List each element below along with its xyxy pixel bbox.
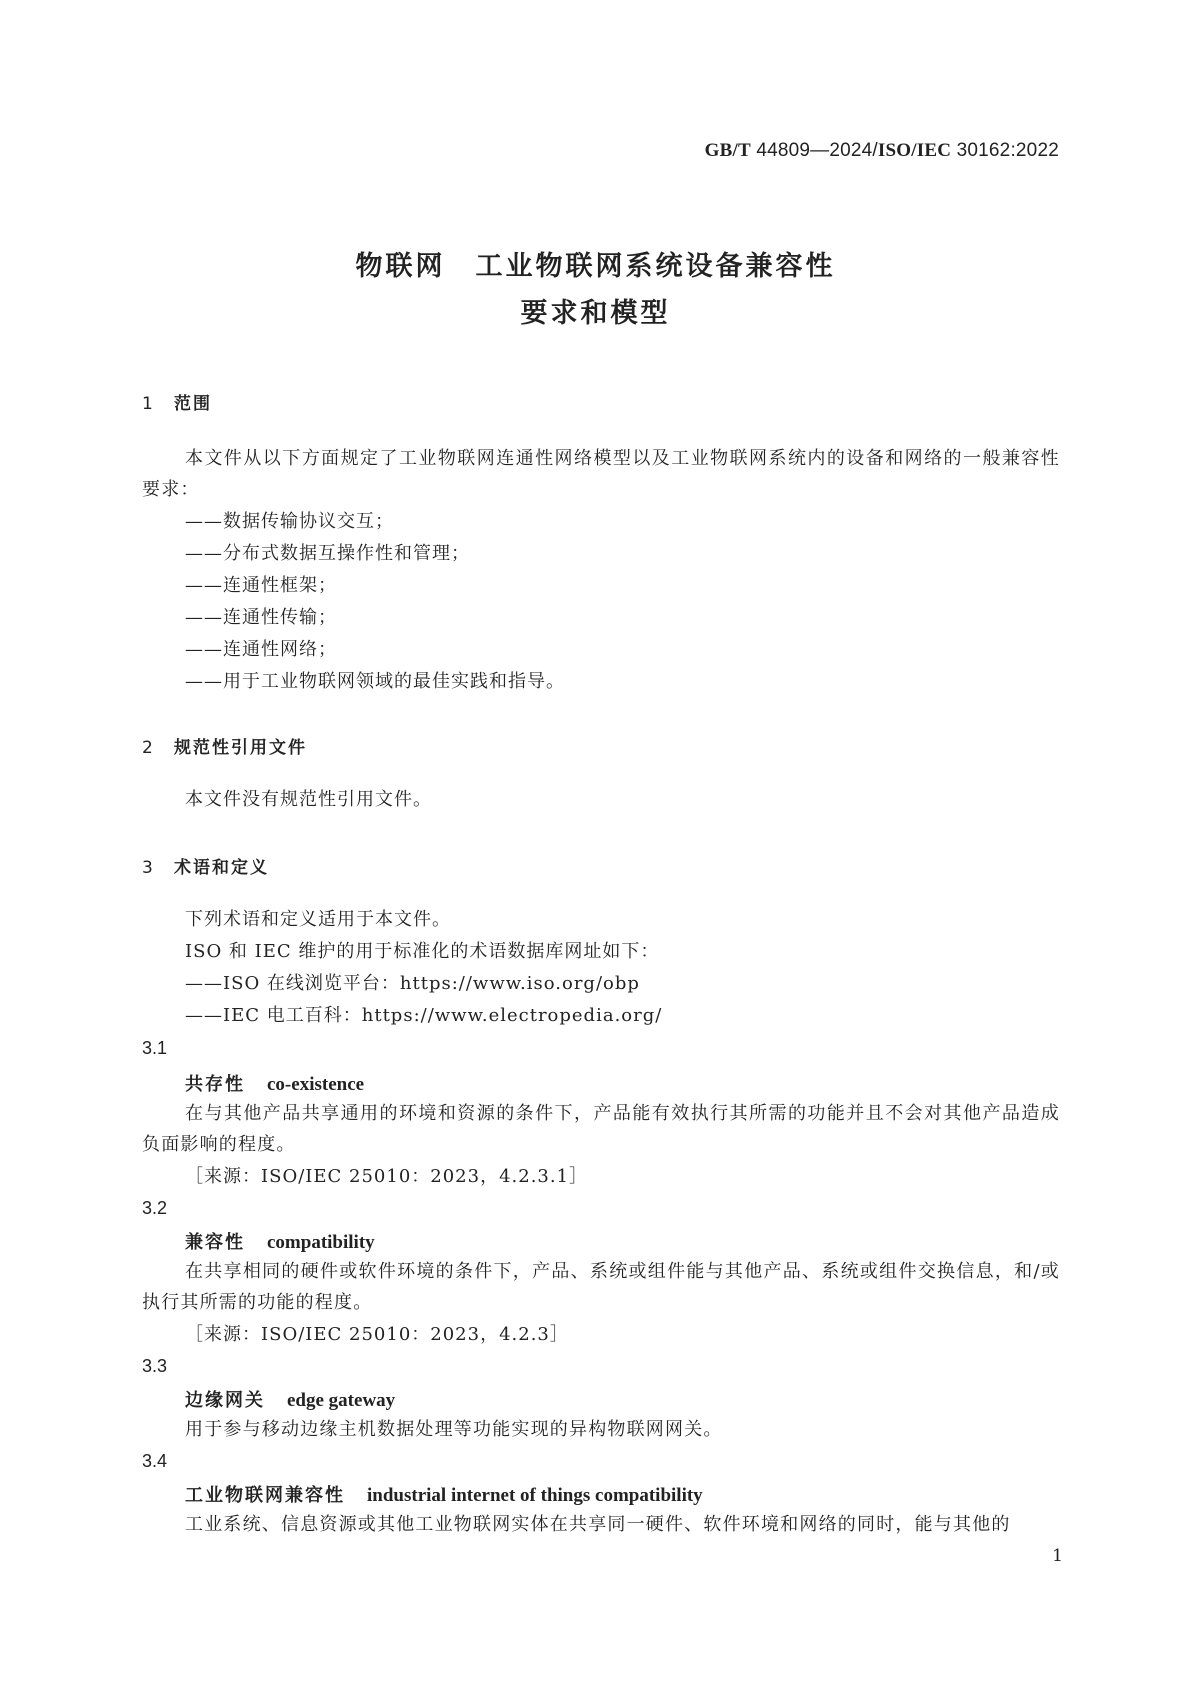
list-item: ——分布式数据互操作性和管理； (185, 543, 470, 564)
term-number: 3.2 (142, 1198, 168, 1218)
term-definition: 在共享相同的硬件或软件环境的条件下，产品、系统或组件能与其他产品、系统或组件交换信息，和/或执行其所需的功能的程度。 (142, 1261, 1060, 1313)
term-heading: 兼容性 compatibility (185, 1232, 375, 1253)
standard-code: GB/T 44809—2024/ISO/IEC 30162:2022 (704, 140, 1059, 161)
section-3-heading: 3 术语和定义 (142, 858, 269, 878)
section-3-line: 下列术语和定义适用于本文件。 (185, 909, 451, 930)
document-title-line-1: 物联网 工业物联网系统设备兼容性 (355, 251, 836, 282)
section-3-line: ——ISO 在线浏览平台：https://www.iso.org/obp (185, 973, 640, 994)
page-number: 1 (1052, 1546, 1063, 1566)
list-item: ——用于工业物联网领域的最佳实践和指导。 (185, 671, 565, 692)
list-item: ——连通性网络； (185, 639, 337, 660)
term-source: ［来源：ISO/IEC 25010：2023，4.2.3］ (185, 1324, 569, 1345)
term-heading: 工业物联网兼容性 industrial internet of things compatibility (185, 1485, 703, 1506)
section-1-intro: 本文件从以下方面规定了工业物联网连通性网络模型以及工业物联网系统内的设备和网络的一般兼容性要求： (142, 448, 1060, 500)
section-2-body: 本文件没有规范性引用文件。 (185, 789, 432, 810)
section-2-heading: 2 规范性引用文件 (142, 738, 307, 758)
section-3-line: ISO 和 IEC 维护的用于标准化的术语数据库网址如下： (185, 941, 660, 962)
section-1-heading: 1 范围 (142, 394, 212, 414)
list-item: ——连通性传输； (185, 607, 337, 628)
term-number: 3.4 (142, 1451, 168, 1471)
list-item: ——数据传输协议交互； (185, 511, 394, 532)
term-source: ［来源：ISO/IEC 25010：2023，4.2.3.1］ (185, 1166, 589, 1187)
term-definition: 在与其他产品共享通用的环境和资源的条件下，产品能有效执行其所需的功能并且不会对其他产品造成负面影响的程度。 (142, 1103, 1060, 1155)
term-number: 3.3 (142, 1356, 168, 1376)
list-item: ——连通性框架； (185, 575, 337, 596)
term-definition: 工业系统、信息资源或其他工业物联网实体在共享同一硬件、软件环境和网络的同时，能与其他的 (185, 1514, 1011, 1535)
document-title-line-2: 要求和模型 (520, 298, 671, 329)
term-number: 3.1 (142, 1038, 168, 1058)
term-heading: 共存性 co-existence (185, 1074, 365, 1095)
section-3-line: ——IEC 电工百科：https://www.electropedia.org/ (185, 1005, 663, 1026)
term-definition: 用于参与移动边缘主机数据处理等功能实现的异构物联网网关。 (185, 1419, 723, 1440)
term-heading: 边缘网关 edge gateway (185, 1390, 396, 1411)
